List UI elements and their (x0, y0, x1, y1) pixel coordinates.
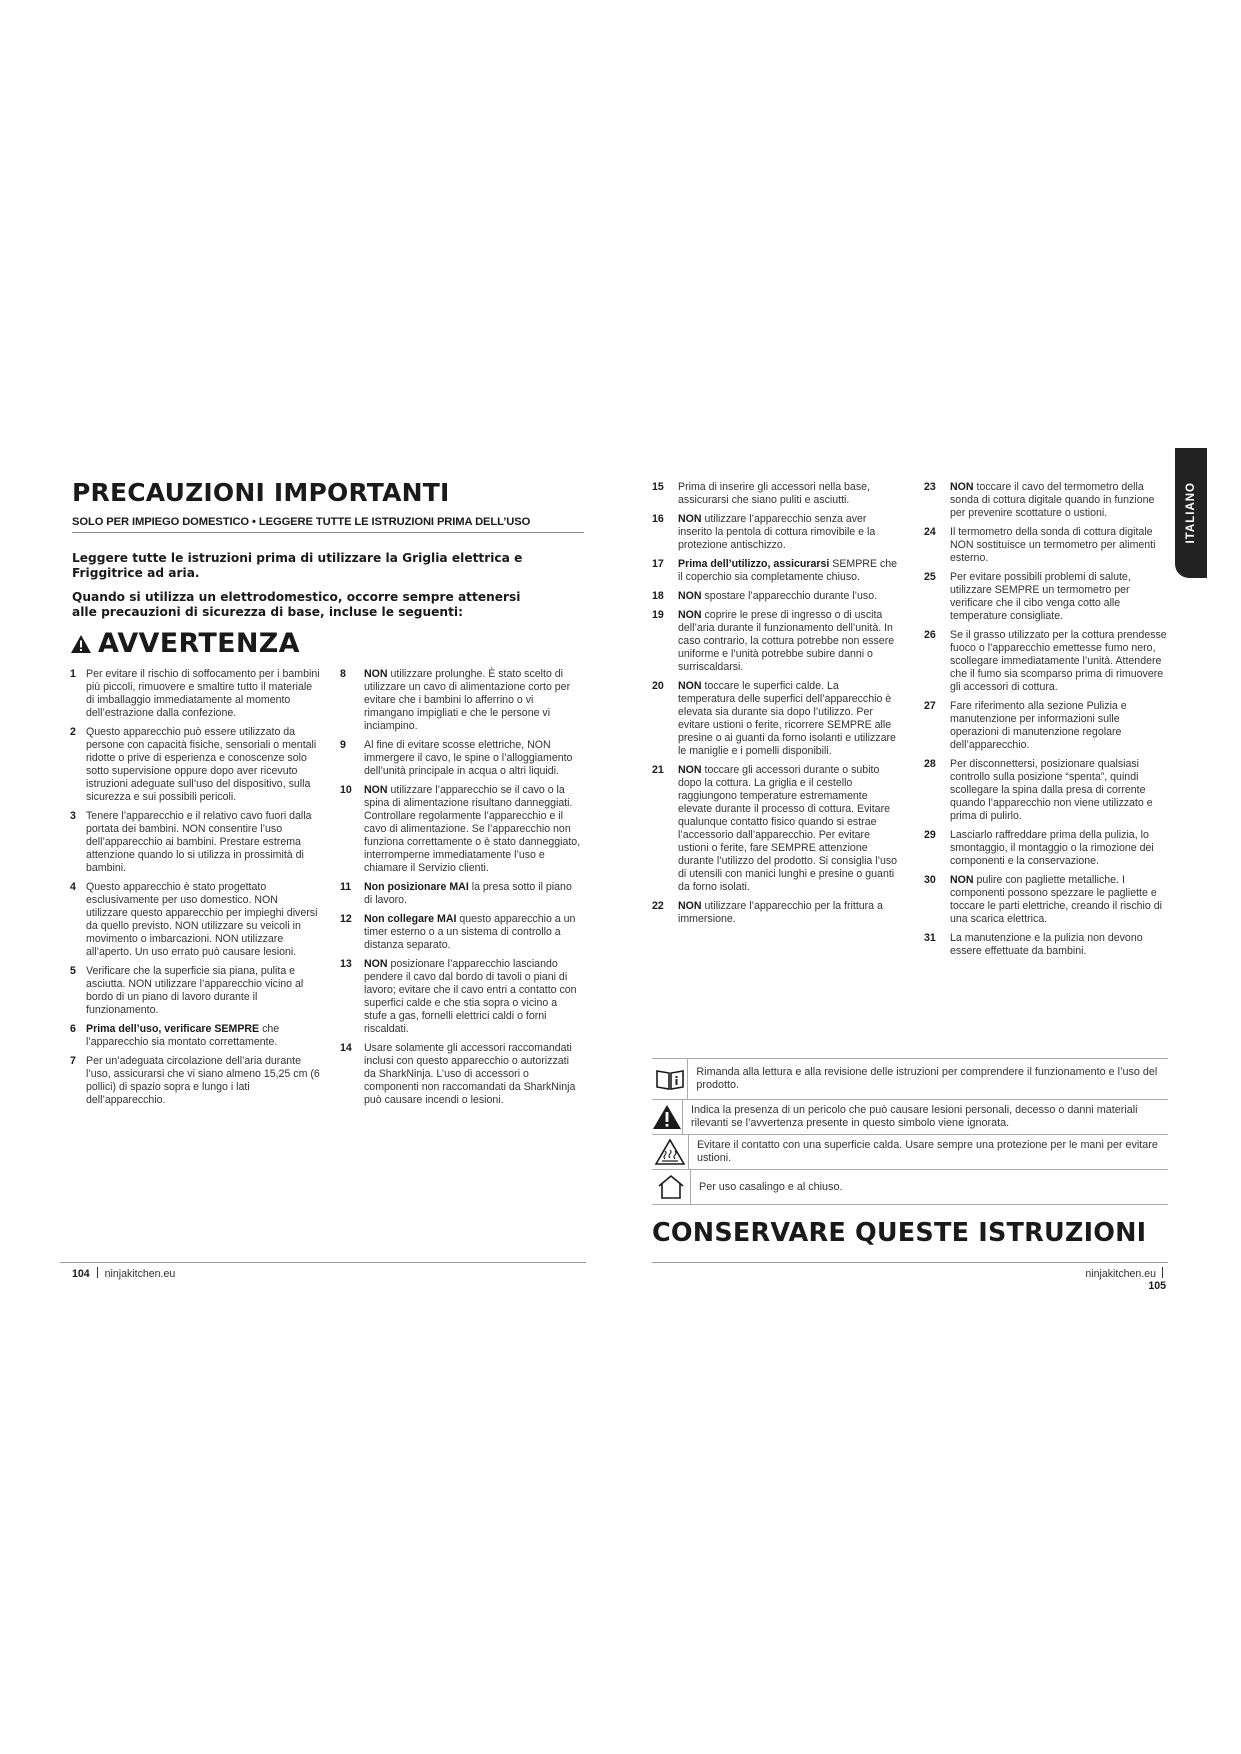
warning-body: Per un’adeguata circolazione dell’aria durante l’uso, assicurarsi che vi siano almeno 15,25 cm (6 pollici) di spazio sopra e lungo i lati dell’apparecchio. (86, 1055, 320, 1106)
warning-number: 22 (652, 900, 664, 912)
warning-text (86, 1023, 322, 1049)
warning-body: Per evitare possibili problemi di salute, utilizzare SEMPRE un termometro per verificare che il cibo venga cotto alle temperature consigliate. (950, 571, 1131, 622)
warning-emphasis: NON (678, 900, 702, 912)
warning-number: 8 (340, 668, 346, 680)
warnings-column-3 (652, 481, 898, 932)
symbol-description: Rimanda alla lettura e alla revisione delle istruzioni per comprendere il funzionamento e l’uso del prodotto. (696, 1066, 1158, 1091)
warning-number: 28 (924, 758, 936, 770)
warning-body: Il termometro della sonda di cottura digitale NON sostituisce un termometro per alimenti esterno. (950, 526, 1156, 564)
warning-text (950, 758, 1170, 823)
warning-body: la presa sotto il piano di lavoro. (364, 881, 572, 906)
warning-item (924, 932, 1170, 958)
warning-number: 7 (70, 1055, 76, 1067)
warning-emphasis: NON (950, 481, 974, 493)
symbols-legend (652, 1058, 1168, 1205)
warning-number: 20 (652, 680, 664, 692)
warning-body: toccare il cavo del termometro della sonda di cottura digitale quando in funzione per prevenire scottature o ustioni. (950, 481, 1155, 519)
warning-emphasis: NON (364, 784, 388, 796)
warning-body: utilizzare l’apparecchio senza aver inserito la pentola di cottura rimovibile e la protezione antischizzo. (678, 513, 876, 551)
warning-item (652, 558, 898, 584)
warning-text (364, 913, 582, 952)
warning-number: 4 (70, 881, 76, 893)
warning-body: Se il grasso utilizzato per la cottura prendesse fuoco o l’apparecchio emettesse fumo nero, scollegare immediatamente l’unità. Attendere che il fumo sia scomparso prima di rimuovere gli accessori di cottura. (950, 629, 1167, 693)
warning-body: che l’apparecchio sia montato correttamente. (86, 1023, 280, 1048)
left-footer (72, 1267, 175, 1280)
warning-item (70, 965, 322, 1017)
warning-body: Per disconnettersi, posizionare qualsiasi controllo sulla posizione “spenta”, quindi scollegare la spina dalla presa di corrente quando l’apparecchio non viene utilizzato e prima di pulirlo. (950, 758, 1153, 822)
warning-emphasis: Prima dell’utilizzo, assicurarsi (678, 558, 830, 570)
warning-body: Questo apparecchio è stato progettato esclusivamente per uso domestico. NON utilizzare questo apparecchio per impieghi diversi da quello previsto. NON utilizzare su veicoli in movimento o imbarcazioni. NON utilizzare all’aperto. Un uso errato può causare lesioni. (86, 881, 318, 958)
warning-number: 21 (652, 764, 664, 776)
intro-paragraph-2: Quando si utilizza un elettrodomestico, occorre sempre attenersi alle precauzioni di sicurezza di base, incluse le seguenti: (72, 590, 521, 619)
intro-paragraph-1: Leggere tutte le istruzioni prima di utilizzare la Griglia elettrica e Friggitrice ad aria. (72, 551, 523, 580)
save-instructions-title: CONSERVARE QUESTE ISTRUZIONI (652, 1218, 1147, 1248)
right-page-number: 105 (1148, 1280, 1166, 1292)
warning-emphasis: Non posizionare MAI (364, 881, 469, 893)
warning-body: Usare solamente gli accessori raccomandati inclusi con questo apparecchio o autorizzati da SharkNinja. L’uso di accessori o componenti non raccomandati da SharkNinja può causare incendi o lesioni. (364, 1042, 576, 1106)
warning-number: 23 (924, 481, 936, 493)
warning-item (652, 900, 898, 926)
warning-text (364, 739, 582, 778)
warning-text (678, 900, 898, 926)
warning-item (70, 726, 322, 804)
warning-number: 25 (924, 571, 936, 583)
warning-body: coprire le prese di ingresso o di uscita dell’aria durante il funzionamento dell’unità. In caso contrario, la cottura potrebbe non essere uniforme e l’unità potrebbe subire danni o surriscaldarsi. (678, 609, 895, 673)
warning-item (924, 829, 1170, 868)
warning-item (70, 881, 322, 959)
warning-number: 17 (652, 558, 664, 570)
warning-number: 24 (924, 526, 936, 538)
warning-body: Tenere l’apparecchio e il relativo cavo fuori dalla portata dei bambini. NON consentire l’uso dell’apparecchio ai bambini. Prestare estrema attenzione quando lo si utilizza in prossimità di bambini. (86, 810, 312, 874)
warning-body: utilizzare l’apparecchio per la frittura a immersione. (678, 900, 883, 925)
warning-number: 16 (652, 513, 664, 525)
language-tab-label-wrap (1175, 448, 1207, 578)
warning-number: 26 (924, 629, 936, 641)
warning-text (678, 558, 898, 584)
warning-triangle-icon (70, 634, 92, 654)
warning-number: 9 (340, 739, 346, 751)
warnings-column-2 (340, 668, 582, 1113)
warning-text (86, 881, 322, 959)
warning-item (70, 1023, 322, 1049)
warning-number: 10 (340, 784, 352, 796)
warning-body: questo apparecchio a un timer esterno o a un sistema di controllo a distanza separato. (364, 913, 576, 951)
warning-number: 5 (70, 965, 76, 977)
right-footer (1066, 1267, 1166, 1292)
warning-number: 3 (70, 810, 76, 822)
warning-item (924, 700, 1170, 752)
warning-item (924, 481, 1170, 520)
symbol-legend-row (652, 1135, 1168, 1170)
warning-item (652, 513, 898, 552)
symbol-legend-row (652, 1059, 1168, 1100)
page-subtitle: SOLO PER IMPIEGO DOMESTICO • LEGGERE TUTTE LE ISTRUZIONI PRIMA DELL’USO (72, 516, 531, 528)
warning-text (950, 829, 1170, 868)
warning-text (678, 764, 898, 894)
right-footer-rule (652, 1262, 1168, 1263)
warning-number: 2 (70, 726, 76, 738)
warning-label: AVVERTENZA (98, 628, 300, 659)
warning-item (70, 1055, 322, 1107)
warning-text (364, 668, 582, 733)
warning-body: pulire con pagliette metalliche. I componenti possono spezzare le pagliette e toccare le parti elettriche, creando il rischio di una scarica elettrica. (950, 874, 1162, 925)
warning-item (924, 526, 1170, 565)
warning-text (950, 874, 1170, 926)
warning-body: SEMPRE che il coperchio sia completamente chiuso. (678, 558, 898, 583)
warning-emphasis: NON (364, 958, 388, 970)
warning-heading (70, 628, 300, 659)
warning-text (950, 526, 1170, 565)
warning-body: Questo apparecchio può essere utilizzato da persone con capacità fisiche, sensoriali o mentali ridotte o prive di esperienza e conoscenze solo sotto supervisione oppure dopo aver ricevuto istruzioni adeguate sull’uso del dispositivo, sulla sicurezza e sui possibili pericoli. (86, 726, 317, 803)
right-footer-site: ninjakitchen.eu (1085, 1268, 1157, 1280)
left-footer-site: ninjakitchen.eu (104, 1268, 176, 1280)
warning-emphasis: NON (678, 513, 702, 525)
warning-item (652, 680, 898, 758)
warning-emphasis: Prima dell’uso, verificare SEMPRE (86, 1023, 260, 1035)
warning-item (70, 810, 322, 875)
warning-number: 30 (924, 874, 936, 886)
warning-item (924, 571, 1170, 623)
symbol-description: Evitare il contatto con una superficie calda. Usare sempre una protezione per le mani per evitare ustioni. (696, 1139, 1158, 1164)
warning-body: Verificare che la superficie sia piana, pulita e asciutta. NON utilizzare l’apparecchio vicino al bordo di un piano di lavoro durante il funzionamento. (86, 965, 304, 1016)
warning-item (340, 913, 582, 952)
warning-text (678, 609, 898, 674)
warning-item (70, 668, 322, 720)
warning-text (678, 481, 898, 507)
warning-body: toccare gli accessori durante o subito dopo la cottura. La griglia e il cestello raggiungono temperature estremamente elevate durante il processo di cottura. Evitare qualunque contatto fisico quando si estrae l’accessorio dall’apparecchio. Per evitare ustioni o ferite, fare SEMPRE attenzione durante l’utilizzo del prodotto. Si consiglia l’uso di utensili con manici lunghi e presine o guanti da forno isolati. (678, 764, 898, 893)
warning-number: 1 (70, 668, 76, 680)
warning-emphasis: NON (678, 764, 702, 776)
warning-text (86, 810, 322, 875)
warning-text (950, 571, 1170, 623)
warning-text (86, 726, 322, 804)
warning-item (924, 874, 1170, 926)
hot-surface-icon (652, 1135, 689, 1169)
warning-item (340, 668, 582, 733)
warning-body: Fare riferimento alla sezione Pulizia e manutenzione per informazioni sulle operazioni di manutenzione regolare dell’apparecchio. (950, 700, 1127, 751)
warning-emphasis: NON (678, 609, 702, 621)
warning-body: Prima di inserire gli accessori nella base, assicurarsi che siano puliti e asciutti. (678, 481, 870, 506)
warning-item (340, 1042, 582, 1107)
warning-body: Al fine di evitare scosse elettriche, NON immergere il cavo, le spine o l’alloggiamento dell’unità principale in acqua o altri liquidi. (364, 739, 573, 777)
symbol-legend-row (652, 1170, 1168, 1205)
warning-number: 13 (340, 958, 352, 970)
warning-text (950, 700, 1170, 752)
warning-number: 11 (340, 881, 352, 893)
warnings-column-1 (70, 668, 322, 1113)
warning-emphasis: NON (678, 680, 702, 692)
warning-body: utilizzare l’apparecchio se il cavo o la spina di alimentazione risultano danneggiati. Controllare regolarmente l’apparecchio e il cavo di alimentazione. Se l’apparecchio non funziona correttamente o è stato danneggiato, interromperne immediatamente l’uso e chiamare il Servizio clienti. (364, 784, 581, 874)
warning-number: 12 (340, 913, 352, 925)
warning-number: 6 (70, 1023, 76, 1035)
left-page-number: 104 (72, 1268, 90, 1280)
warning-text (950, 629, 1170, 694)
warning-text (364, 1042, 582, 1107)
warning-emphasis: NON (950, 874, 974, 886)
warning-text (678, 590, 898, 603)
warning-number: 14 (340, 1042, 352, 1054)
page-title: PRECAUZIONI IMPORTANTI (72, 478, 450, 507)
symbol-description: Indica la presenza di un pericolo che può causare lesioni personali, decesso o danni materiali rilevanti se l’avvertenza presente in questo simbolo viene ignorata. (691, 1104, 1138, 1129)
symbol-legend-row (652, 1100, 1168, 1135)
warning-text (86, 965, 322, 1017)
warning-body: Per evitare il rischio di soffocamento per i bambini più piccoli, rimuovere e smaltire tutto il materiale di imballaggio immediatamente al momento dell’estrazione dalla confezione. (86, 668, 320, 719)
warning-text (950, 481, 1170, 520)
warning-text (364, 958, 582, 1036)
warning-number: 18 (652, 590, 664, 602)
warning-item (924, 629, 1170, 694)
warning-item (340, 881, 582, 907)
warning-emphasis: NON (678, 590, 702, 602)
warning-body: spostare l’apparecchio durante l’uso. (704, 590, 878, 602)
warning-text (678, 680, 898, 758)
manual-book-icon (652, 1059, 688, 1099)
warning-item (340, 784, 582, 875)
warning-number: 29 (924, 829, 936, 841)
warning-number: 15 (652, 481, 664, 493)
footer-separator (97, 1267, 98, 1278)
warning-item (652, 481, 898, 507)
warning-body: La manutenzione e la pulizia non devono essere effettuate da bambini. (950, 932, 1143, 957)
warning-text (86, 668, 322, 720)
warning-emphasis: NON (364, 668, 388, 680)
warning-body: Lasciarlo raffreddare prima della pulizia, lo smontaggio, il montaggio o la rimozione dei componenti e la conservazione. (950, 829, 1154, 867)
warning-text (86, 1055, 322, 1107)
symbol-description: Per uso casalingo e al chiuso. (699, 1180, 843, 1193)
warning-item (340, 739, 582, 778)
warning-triangle-icon (652, 1100, 683, 1134)
warning-number: 31 (924, 932, 936, 944)
house-icon (652, 1170, 691, 1204)
warning-item (652, 764, 898, 894)
warning-number: 27 (924, 700, 936, 712)
warning-body: utilizzare prolunghe. È stato scelto di utilizzare un cavo di alimentazione corto per evitare che i bambini lo afferrino o vi rimangano impigliati e che le persone vi inciampino. (364, 668, 571, 732)
warning-item (924, 758, 1170, 823)
warning-text (950, 932, 1170, 958)
warning-text (364, 784, 582, 875)
warning-item (652, 609, 898, 674)
warning-text (364, 881, 582, 907)
warnings-column-4 (924, 481, 1170, 964)
warning-emphasis: Non collegare MAI (364, 913, 457, 925)
warning-body: posizionare l’apparecchio lasciando pendere il cavo dal bordo di tavoli o piani di lavoro; evitare che il cavo entri a contatto con superfici calde e che stia sopra o vicino a stufe a gas, fornelli elettrici caldi o forni riscaldati. (364, 958, 577, 1035)
warning-number: 19 (652, 609, 664, 621)
language-tab-label: ITALIANO (1185, 482, 1197, 544)
warning-item (340, 958, 582, 1036)
warning-body: toccare le superfici calde. La temperatura delle superfici dell’apparecchio è elevata sia durante sia dopo l’utilizzo. Per evitare ustioni o ferite, ricorrere SEMPRE alle presine o ai guanti da forno isolanti e utilizzare le maniglie e i pomelli disponibili. (678, 680, 896, 757)
warning-text (678, 513, 898, 552)
left-footer-rule (60, 1262, 586, 1263)
title-divider (72, 532, 584, 533)
warning-item (652, 590, 898, 603)
footer-separator (1162, 1267, 1163, 1278)
